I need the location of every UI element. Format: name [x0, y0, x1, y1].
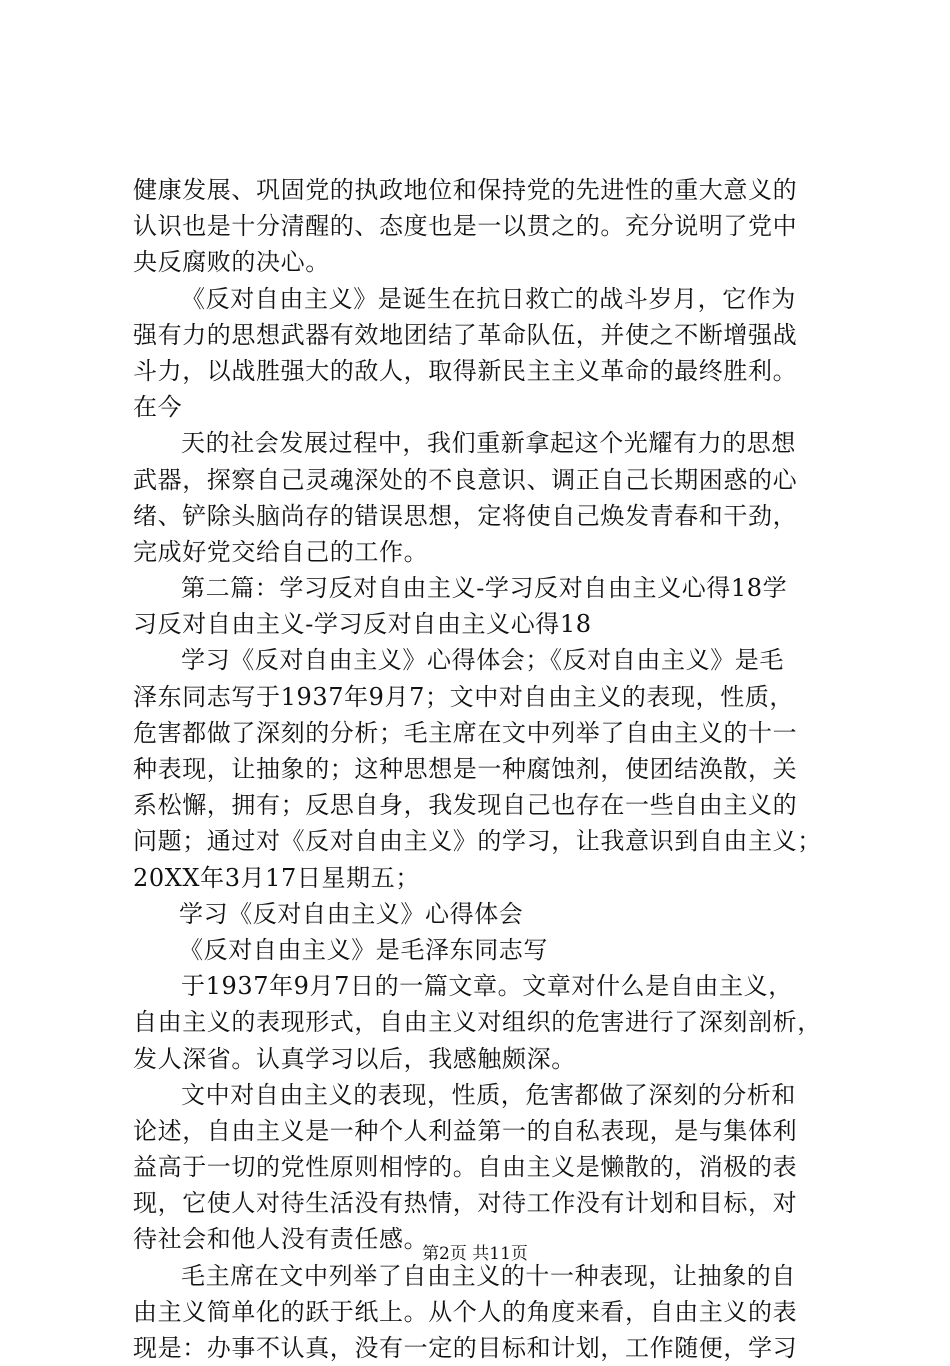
text-line: 学习《反对自由主义》心得体会: [179, 899, 524, 928]
text-line: 问题；通过对《反对自由主义》的学习，让我意识到自由主义；: [133, 827, 822, 856]
text-line: 天的社会发展过程中，我们重新拿起这个光耀有力的思想: [181, 429, 796, 458]
text-line: 健康发展、巩固党的执政地位和保持党的先进性的重大意义的: [133, 176, 798, 204]
text-line: 认识也是十分清醒的、态度也是一以贯之的。充分说明了党中: [133, 212, 798, 241]
text-line: 益高于一切的党性原则相悖的。自由主义是懒散的，消极的表: [133, 1153, 798, 1182]
text-line: 待社会和他人没有责任感。: [133, 1225, 429, 1254]
text-line: 自由主义的表现形式，自由主义对组织的危害进行了深刻剖析，: [133, 1008, 822, 1037]
text-line: 第二篇：学习反对自由主义-学习反对自由主义心得18学: [181, 574, 788, 603]
text-line: 强有力的思想武器有效地团结了革命队伍，并使之不断增强战: [133, 320, 798, 349]
text-line: 文中对自由主义的表现，性质，危害都做了深刻的分析和: [181, 1080, 796, 1109]
text-line: 系松懈，拥有；反思自身，我发现自己也存在一些自由主义的: [133, 791, 798, 820]
text-line: 危害都做了深刻的分析；毛主席在文中列举了自由主义的十一: [133, 718, 798, 747]
text-line: 斗力，以战胜强大的敌人，取得新民主主义革命的最终胜利。: [133, 356, 798, 385]
document-body: [133, 172, 833, 1366]
text-line: 发人深省。认真学习以后，我感触颇深。: [133, 1044, 576, 1073]
page-footer: [0, 1243, 950, 1265]
text-line: 绪、铲除头脑尚存的错误思想，定将使自己焕发青春和干劲，: [133, 501, 798, 530]
page-number-label: 第2页 共11页: [422, 1244, 528, 1264]
text-line: 《反对自由主义》是诞生在抗日救亡的战斗岁月，它作为: [181, 284, 796, 313]
text-line: 学习《反对自由主义》心得体会；《反对自由主义》是毛: [181, 646, 784, 675]
text-line: 论述，自由主义是一种个人利益第一的自私表现，是与集体利: [133, 1116, 798, 1145]
text-line: 武器，探察自己灵魂深处的不良意识、调正自己长期困惑的心: [133, 465, 798, 494]
text-line: 种表现，让抽象的；这种思想是一种腐蚀剂，使团结涣散，关: [133, 755, 798, 783]
text-line: 央反腐败的决心。: [133, 248, 330, 277]
text-line: 《反对自由主义》是毛泽东同志写: [179, 935, 548, 964]
text-line: 于1937年9月7日的一篇文章。文章对什么是自由主义，: [181, 972, 793, 1001]
text-line: 习反对自由主义-学习反对自由主义心得18: [133, 610, 592, 639]
text-line: 现是：办事不认真，没有一定的目标和计划，工作随便，学习: [133, 1334, 798, 1362]
text-line: 现，它使人对待生活没有热情，对待工作没有计划和目标，对: [133, 1189, 798, 1218]
text-line: 在今: [133, 393, 183, 422]
text-line: 由主义简单化的跃于纸上。从个人的角度来看，自由主义的表: [133, 1297, 798, 1326]
text-line: 20XX年3月17日星期五；: [133, 863, 420, 892]
text-line: 毛主席在文中列举了自由主义的十一种表现，让抽象的自: [181, 1261, 796, 1290]
text-line: 泽东同志写于1937年9月7；文中对自由主义的表现，性质，: [133, 682, 795, 711]
text-line: 完成好党交给自己的工作。: [133, 537, 429, 566]
